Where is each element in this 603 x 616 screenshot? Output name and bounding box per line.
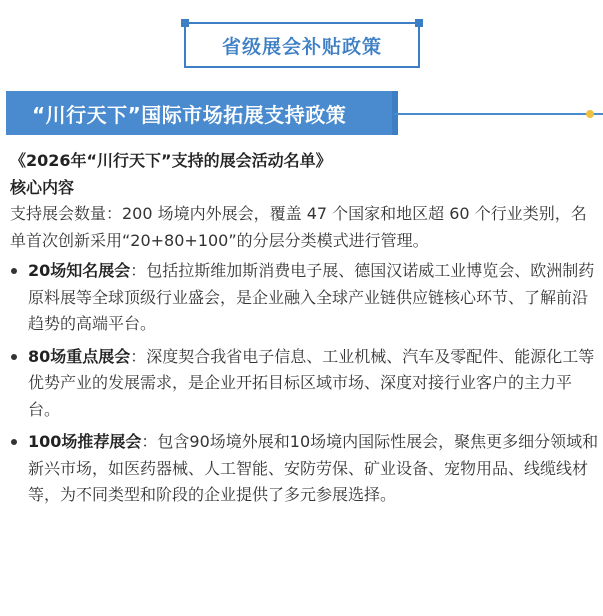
divider-dot-decoration: [586, 110, 594, 118]
list-item-title: 20场知名展会: [28, 261, 131, 280]
list-item: [10, 258, 600, 338]
list-item-body: ：深度契合我省电子信息、工业机械、汽车及零配件、能源化工等优势产业的发展需求，是企业开拓目标区域市场、深度对接行业客户的主力平台。: [28, 346, 595, 419]
list-item-title: 100场推荐展会: [28, 432, 142, 451]
bullet-icon: [11, 439, 17, 445]
list-item-body: ：包括拉斯维加斯消费电子展、德国汉诺威工业博览会、欧洲制药原料展等全球顶级行业盛会，是企业融入全球产业链供应链核心环节、了解前沿趋势的高端平台。: [28, 261, 595, 333]
list-item: [10, 344, 600, 424]
list-item-title: 80场重点展会: [28, 346, 131, 366]
list-item-body: ：包含90场境外展和10场境内国际性展会，聚焦更多细分领域和新兴市场，如医药器械、人工智能、安防劳保、矿业设备、宠物用品、线缆线材等，为不同类型和阶段的企业提供了多元参展选择。: [28, 432, 599, 504]
bullet-icon: [11, 268, 17, 274]
policy-banner-title: “川行天下”国际市场拓展支持政策: [32, 102, 347, 127]
banner-divider-line: [394, 113, 603, 115]
exhibition-tier-list: [10, 258, 600, 509]
corner-decoration: [415, 19, 423, 27]
section-label: 核心内容: [10, 177, 75, 197]
corner-decoration: [181, 19, 189, 27]
policy-banner: [6, 91, 394, 135]
document-title: 《2026年“川行天下”支持的展会活动名单》: [10, 151, 332, 170]
list-item: [10, 429, 600, 509]
bullet-icon: [11, 354, 17, 360]
document-content: [10, 148, 600, 515]
summary-paragraph: 支持展会数量：200 场境内外展会，覆盖 47 个国家和地区超 60 个行业类别，名单首次创新采用“20+80+100”的分层分类模式进行管理。: [10, 204, 587, 250]
section-header-box: [184, 22, 420, 68]
section-header-title: 省级展会补贴政策: [221, 35, 382, 58]
